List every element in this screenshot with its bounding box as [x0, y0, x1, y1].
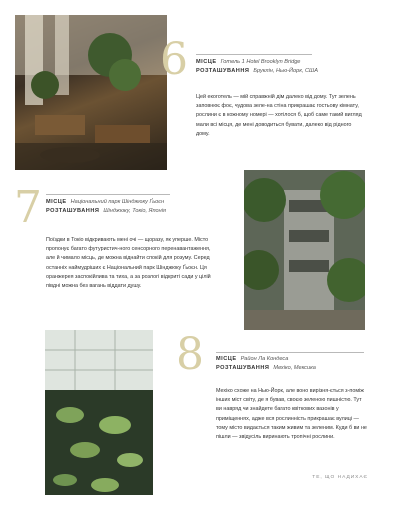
water-lilies-illustration [45, 330, 153, 495]
entry-paragraph: Мехіко схоже на Нью-Йорк, але воно вирізня-ється з-поміж інших міст світу, де я бував, своєю зеленою пишністю. Тут ви навряд чи знайдете багато квіткових вазонів у приміщеннях, адже вся рослинність прикрашає вулиці — тому місто видається таким живим та зеленим. Куди б ви не пішли — звідусіль виринають тропічні рослини. [216, 388, 367, 441]
entry-paragraph: Поїздки в Токіо відкривають мені очі — щоразу, як уперше. Місто пропонує багато футуристич-ного сенсорного перенавантаження, але й чимало місць, де можна віднайти спокій для розуму. Серед останніх наймудріших є Національний парк Шінджюку Ґьоєн. Ця оранжерея заспокійлива та тиха, а за розлогі відкриті сади у цілій півдні можна без вагань віддати душу. [46, 237, 211, 290]
entry-text [216, 387, 368, 442]
divider [196, 54, 312, 55]
divider [216, 352, 364, 353]
park-building-photo [244, 170, 365, 330]
entry-meta [46, 198, 166, 216]
location-line [46, 207, 166, 216]
divider [46, 194, 170, 195]
entry-number: 8 [176, 329, 204, 380]
place-label: МІСЦЕ [46, 199, 67, 205]
place-line [196, 58, 318, 67]
place-label: МІСЦЕ [216, 356, 237, 362]
entry-meta [216, 355, 316, 373]
place-label: МІСЦЕ [196, 59, 217, 65]
entry-number: 6 [160, 34, 188, 85]
green-building-illustration [244, 170, 365, 330]
hotel-lobby-photo [15, 15, 167, 170]
place-line [216, 355, 316, 364]
location-line [216, 364, 316, 373]
location-label: РОЗТАШУВАННЯ [46, 208, 100, 214]
place-value: Національний парк Шінджюку Ґьоєн [70, 199, 165, 205]
entry-number: 7 [14, 182, 42, 233]
hotel-lobby-illustration [15, 15, 167, 170]
entry-text [196, 93, 364, 139]
greenhouse-photo [45, 330, 153, 495]
place-value: Район Ла Кондеса [240, 356, 289, 362]
location-label: РОЗТАШУВАННЯ [216, 365, 270, 371]
location-value: Мехіко, Мексика [273, 365, 316, 371]
place-line [46, 198, 166, 207]
entry-paragraph: Цей екоготель — мій справжній дім далеко від дому. Тут зелень заповнює фоє, чудова зеле-на стіна прикрашає гостьову кімнату, рослини є в кожному номері — хотілося б, щоб саме такий вигляд мали всі місця, де мені доводиться бувати, далеко від рідного дому. [196, 94, 362, 137]
entry-meta [196, 58, 318, 76]
location-label: РОЗТАШУВАННЯ [196, 68, 250, 74]
location-value: Бруклін, Нью-Йорк, США [253, 68, 318, 74]
place-value: Готель 1 Hotel Brooklyn Bridge [220, 59, 301, 65]
location-line [196, 67, 318, 76]
entry-text [46, 236, 220, 291]
location-value: Шінджюку, Токіо, Японія [103, 208, 166, 214]
page-footer: ТЕ, ЩО НАДИХАЄ [312, 475, 368, 480]
